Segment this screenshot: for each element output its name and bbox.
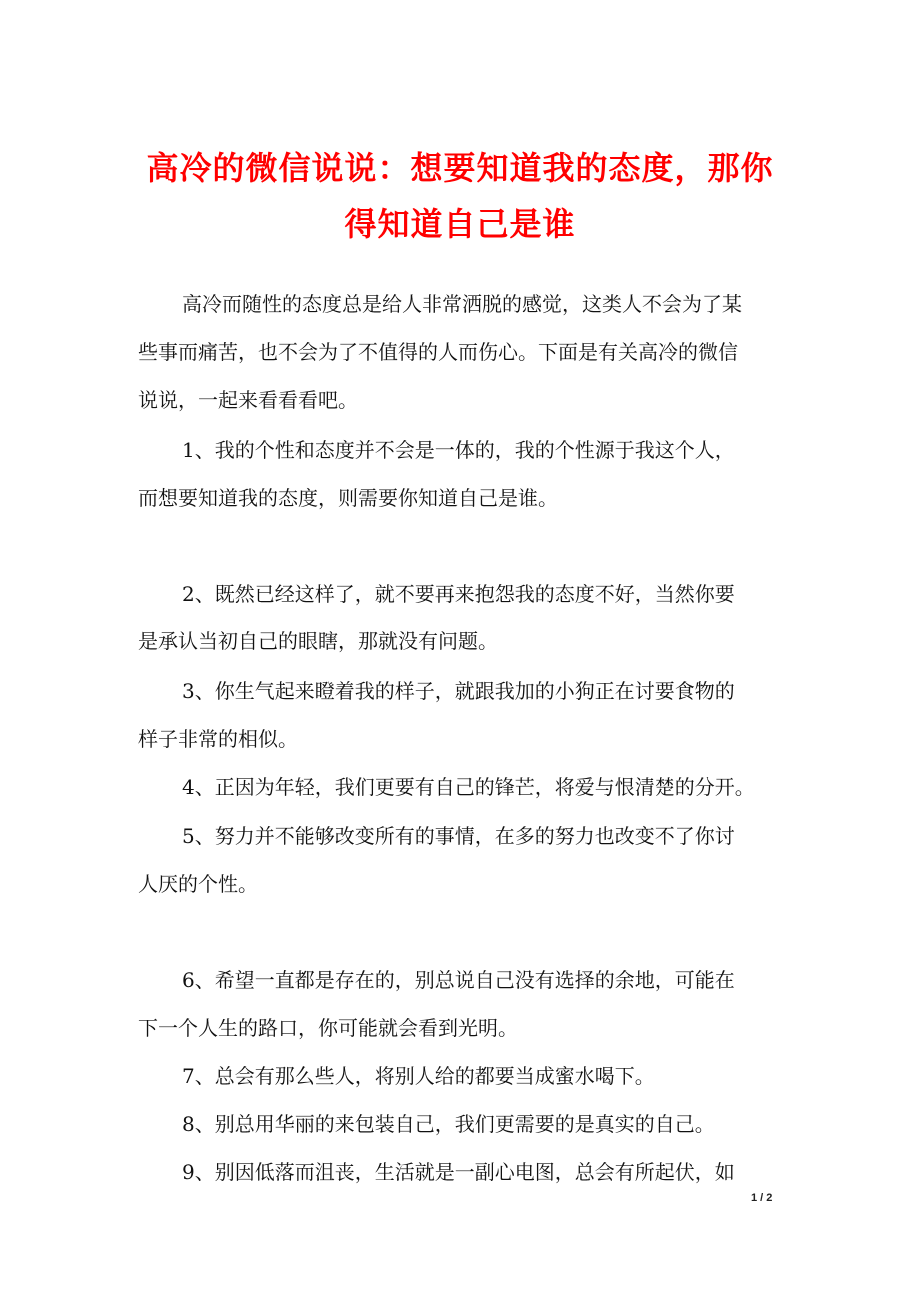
item-1-line-2: 而想要知道我的态度，则需要你知道自己是谁。 bbox=[138, 486, 558, 510]
item-6-line-1: 6、希望一直都是存在的，别总说自己没有选择的余地，可能在 bbox=[182, 968, 735, 992]
item-5-line-1: 5、努力并不能够改变所有的事情，在多的努力也改变不了你讨 bbox=[182, 824, 735, 848]
item-7-line-1: 7、总会有那么些人，将别人给的都要当成蜜水喝下。 bbox=[182, 1064, 655, 1088]
item-5-line-2: 人厌的个性。 bbox=[138, 872, 258, 896]
intro-line-1: 高冷而随性的态度总是给人非常洒脱的感觉，这类人不会为了某 bbox=[182, 292, 742, 316]
page-number: 1 / 2 bbox=[751, 1192, 773, 1204]
intro-line-2: 些事而痛苦，也不会为了不值得的人而伤心。下面是有关高冷的微信 bbox=[138, 340, 738, 364]
item-1-line-1: 1、我的个性和态度并不会是一体的，我的个性源于我这个人， bbox=[182, 438, 735, 462]
item-4-line-1: 4、正因为年轻，我们更要有自己的锋芒，将爱与恨清楚的分开。 bbox=[182, 775, 755, 799]
item-3-line-2: 样子非常的相似。 bbox=[138, 727, 298, 751]
item-6-line-2: 下一个人生的路口，你可能就会看到光明。 bbox=[138, 1016, 518, 1040]
item-2-line-1: 2、既然已经这样了，就不要再来抱怨我的态度不好，当然你要 bbox=[182, 582, 735, 606]
document-title-line-2: 得知道自己是谁 bbox=[344, 205, 576, 243]
item-3-line-1: 3、你生气起来瞪着我的样子，就跟我加的小狗正在讨要食物的 bbox=[182, 679, 735, 703]
item-9-line-1: 9、别因低落而沮丧，生活就是一副心电图，总会有所起伏，如 bbox=[182, 1160, 735, 1184]
item-2-line-2: 是承认当初自己的眼瞎，那就没有问题。 bbox=[138, 629, 498, 653]
document-title-line-1: 高冷的微信说说：想要知道我的态度，那你 bbox=[146, 149, 774, 187]
intro-line-3: 说说，一起来看看看吧。 bbox=[138, 388, 358, 412]
item-8-line-1: 8、别总用华丽的来包装自己，我们更需要的是真实的自己。 bbox=[182, 1112, 715, 1136]
